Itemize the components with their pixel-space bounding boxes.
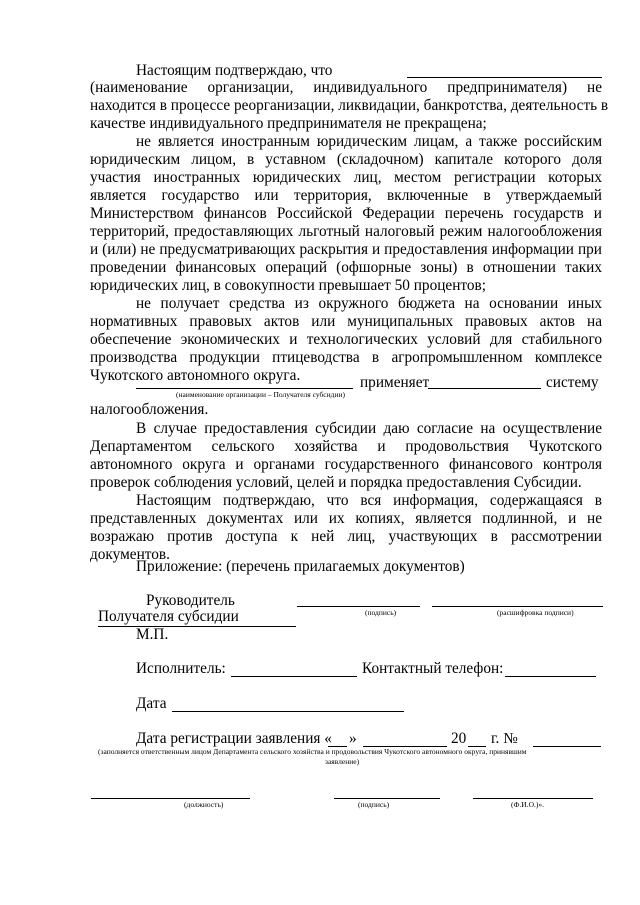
decode-caption: (расшифровка подписи) [497,608,574,617]
footer-sign-caption: (подпись) [358,800,390,809]
text-line: (наименование организации, индивидуального предпринимателя) не [90,79,602,96]
text-line: Настоящим подтверждаю, что вся информация, содержащаяся в [136,492,602,509]
registration-label: Дата регистрации заявления « [136,730,332,747]
text-line: налогообложения. [90,401,209,418]
text-line: не является иностранным юридическим лицам, а также российским [136,133,602,150]
applies-text: применяет [360,374,430,391]
text-line: проведении финансовых операций (офшорные зоны) в отношении таких [90,259,602,276]
fio-field[interactable] [473,798,593,799]
text-line: Департаментом сельского хозяйства и продовольствия Чукотского [90,438,602,455]
executor-label: Исполнитель: [136,660,226,677]
text-line: и (или) не предусматривающих раскрытия и предоставления информации при [90,241,602,258]
confirm-intro: Настоящим подтверждаю, что [136,62,333,79]
text-line: юридическим лицом, в уставном (складочном) капитале которого доля [90,151,602,168]
text-line: нормативных правовых актов или муниципальных правовых актов на [90,313,602,330]
text-line: документов. [90,546,170,563]
registration-note-2: заявление) [325,757,360,766]
fio-caption: (Ф.И.О.)». [511,800,545,809]
org-name-field[interactable] [407,77,602,78]
org-name-field-2[interactable] [136,388,353,389]
quote-close: » [349,730,357,747]
text-line: В случае предоставления субсидии даю согласие на осуществление [136,420,602,437]
text-line: находится в процессе реорганизации, ликвидации, банкротства, деятельность в [90,97,609,114]
text-line: является государство или территория, включенные в утверждаемый [90,187,602,204]
year-suffix: г. № [491,730,518,747]
signature-field[interactable] [297,606,420,607]
sign-caption: (подпись) [365,608,397,617]
date-field[interactable] [172,711,404,712]
signature-decode-field[interactable] [432,606,603,607]
head-label: Руководитель [146,592,235,609]
footer-sign-field[interactable] [334,798,440,799]
text-line: Министерством финансов Российской Федерации перечень государств и [90,205,602,222]
text-line: территорий, предоставляющих льготный налоговый режим налогообложения [90,223,602,240]
date-label: Дата [136,695,167,712]
recipient-label: Получателя субсидии [98,608,296,627]
text-line: производства продукции птицеводства в агропромышленном комплексе [90,349,602,366]
text-line: проверок соблюдения условий, целей и порядка предоставления Субсидии. [90,474,582,491]
phone-field[interactable] [505,676,596,677]
position-caption: (должность) [184,800,224,809]
text-line: юридических лиц, в совокупности превышает 50 процентов; [90,277,486,294]
tax-system-field[interactable] [428,388,541,389]
text-line: возражаю против доступа к ней лиц, участвующих в рассмотрении [90,528,602,545]
attachment-text: Приложение: (перечень прилагаемых документов) [136,558,465,575]
position-field[interactable] [91,798,250,799]
text-line: автономного округа и органами государственного финансового контроля [90,456,602,473]
stamp-label: М.П. [136,626,169,643]
text-line: не получает средства из окружного бюджета на основании иных [136,295,602,312]
executor-field[interactable] [231,676,357,677]
year-prefix: 20 [451,730,467,747]
text-line: Чукотского автономного округа. [90,367,301,384]
org-name-caption: (наименование организации – Получателя субсидии) [176,390,345,399]
text-line: обеспечение экономических и технологических условий для стабильного [90,331,602,348]
text-line: представленных документах или их копиях, является подлинной, и не [90,510,602,527]
text-line: качестве индивидуального предпринимателя не прекращена; [90,115,487,132]
system-text: системy [546,374,599,391]
reg-number-field[interactable] [533,746,601,747]
registration-note: (заполняется ответственным лицом Департамента сельского хозяйства и продовольствия Чукотского автономного округа, принявшим [98,747,527,756]
phone-label: Контактный телефон: [362,660,504,677]
text-line: участия иностранных юридических лиц, местом регистрации которых [90,169,602,186]
